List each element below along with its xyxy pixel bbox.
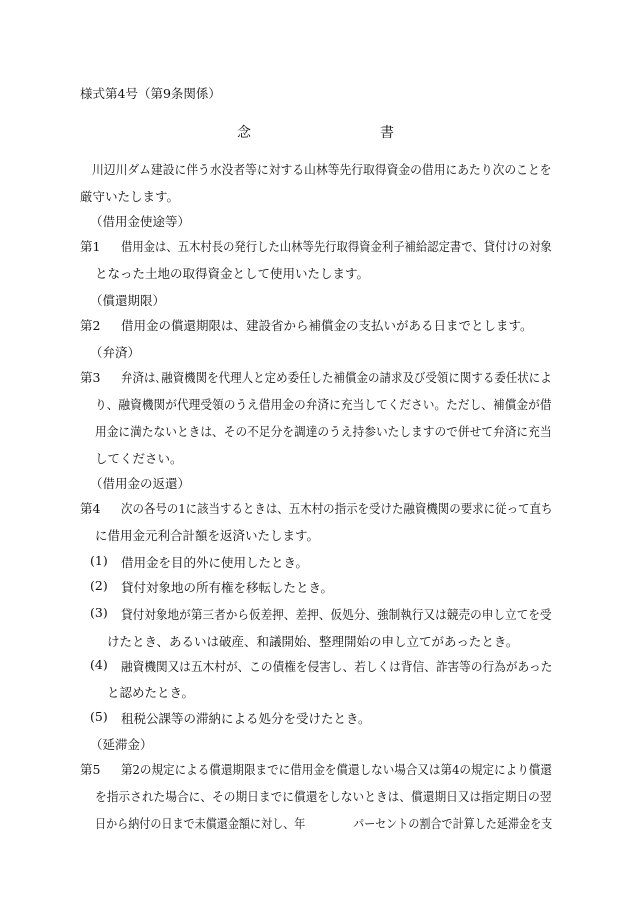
sec1-num: 第1 <box>80 239 101 254</box>
sec2-line-1: 借用金の償還期限は、建設省から補償金の支払いがある日までとします。 <box>121 318 533 333</box>
title-right-char: 書 <box>380 125 394 141</box>
sec4-line-1: 次の各号の1に該当するときは、五木村の指示を受けた融資機関の要求に従って直ち <box>121 501 553 516</box>
sec1-line-1: 借用金は、五木村長の発行した山林等先行取得資金利子補給認定書で、貸付けの対象 <box>121 239 552 254</box>
intro-line-2: 厳守いたします。 <box>80 189 180 204</box>
intro-line-1: 川辺川ダム建設に伴う水没者等に対する山林等先行取得資金の借用にあたり次のことを <box>92 162 552 177</box>
sec3-heading: （弁済） <box>90 345 141 360</box>
sec5-line-1: 第2の規定による償還期限までに借用金を償還しない場合又は第4の規定により償還 <box>121 762 552 777</box>
item4-text-1: 融資機関又は五木村が、この債権を侵害し、若しくは背信、詐害等の行為があった <box>121 659 553 674</box>
sec5-num: 第5 <box>80 762 101 777</box>
item1-num: (1) <box>90 553 108 568</box>
sec4-heading: （借用金の返還） <box>90 476 191 491</box>
item5-text: 租税公課等の滞納による処分を受けたとき。 <box>121 711 371 726</box>
item4-text-2: と認めたとき。 <box>107 685 195 700</box>
sec4-line-2: に借用金元利合計額を返済いたします。 <box>95 528 320 543</box>
form-label: 様式第4号（第9条関係） <box>80 86 221 101</box>
sec5-line-2: を指示された場合に、その期日までに償還をしないときは、償還期日又は指定期日の翌 <box>95 789 552 804</box>
sec3-line-4: してください。 <box>95 451 183 466</box>
item3-text-2: けたとき、あるいは破産、和議開始、整理開始の申し立てがあったとき。 <box>107 634 519 649</box>
item2-num: (2) <box>90 578 108 593</box>
sec3-line-1: 弁済は､融資機関を代理人と定め委任した補償金の請求及び受領に関する委任状によ <box>121 370 552 385</box>
sec3-line-2: り、融資機関が代理受領のうえ借用金の弁済に充当してください。ただし、補償金が借 <box>95 397 552 412</box>
sec3-num: 第3 <box>80 370 101 385</box>
item1-text: 借用金を目的外に使用したとき。 <box>121 555 309 570</box>
sec1-heading: （借用金使途等） <box>90 214 191 229</box>
title-left-char: 念 <box>237 125 251 141</box>
sec2-num: 第2 <box>80 318 101 333</box>
sec5-heading: （延滞金） <box>90 737 153 752</box>
item4-num: (4) <box>90 657 108 672</box>
item2-text: 貸付対象地の所有権を移転したとき。 <box>121 580 334 595</box>
sec4-num: 第4 <box>80 501 101 516</box>
sec5-line-3-before-blank: 日から納付の日まで未償還金額に対し、年 <box>95 816 306 831</box>
sec5-line-3-after-blank: パーセントの割合で計算した延滞金を支 <box>353 816 553 831</box>
sec1-line-2: となった土地の取得資金として使用いたします。 <box>95 266 370 281</box>
item3-num: (3) <box>90 605 108 620</box>
sec3-line-3: 用金に満たないときは、その不足分を調達のうえ持参いたしますので併せて弁済に充当 <box>95 424 552 439</box>
item5-num: (5) <box>90 709 108 724</box>
sec2-heading: （償還期限） <box>90 293 166 308</box>
item3-text-1: 貸付対象地が第三者から仮差押、差押、仮処分、強制執行又は競売の申し立てを受 <box>121 607 552 622</box>
sec5-line-3 <box>95 814 552 832</box>
